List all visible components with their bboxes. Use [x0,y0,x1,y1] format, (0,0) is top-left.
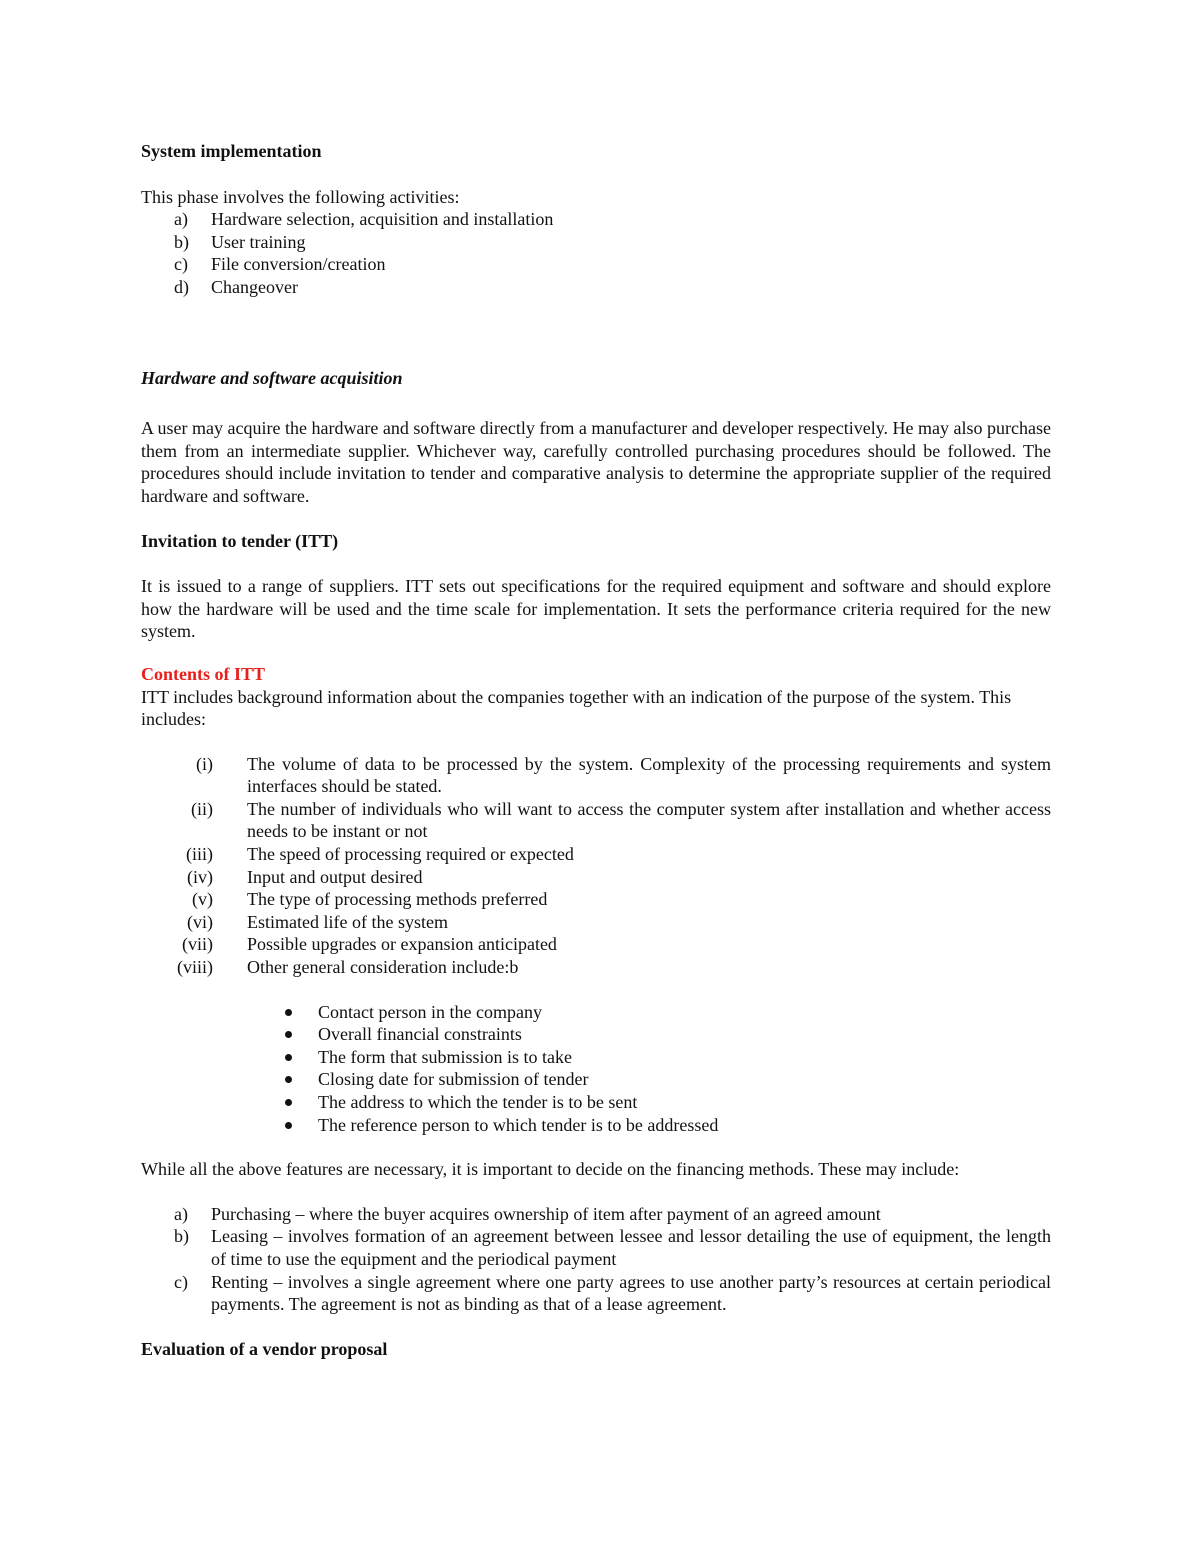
list-item: (vi) Estimated life of the system [187,911,448,932]
bullet-icon [285,1054,292,1061]
list-item: a) Hardware selection, acquisition and installation [174,209,554,230]
bullet-item: Contact person in the company [141,1001,1051,1024]
considerations-bullet-list [141,1001,1051,1137]
financing-intro: While all the above features are necessary, it is important to decide on the financing methods. These may include: [141,1159,960,1180]
list-item: c) File conversion/creation [174,254,386,275]
list-item: (v) The type of processing methods preferred [192,889,548,910]
bullet-item: Overall financial constraints [141,1023,1051,1046]
list-item: (iii) The speed of processing required or expected [186,844,574,865]
acquisition-paragraph: A user may acquire the hardware and software directly from a manufacturer and developer respectively. He may also purchase them from an intermediate supplier. Whichever way, carefully controlled purchasing procedures should be followed. The procedures should include invitation to tender and comparative analysis to determine the appropriate supplier of the required hardware and software. [141,418,1051,506]
financing-methods-list [141,1203,1051,1316]
bullet-item: Closing date for submission of tender [141,1068,1051,1091]
list-item: a) Purchasing – where the buyer acquires ownership of item after payment of an agreed amount [174,1203,881,1224]
itt-contents-list [141,753,1051,979]
document-page [141,140,1051,1360]
heading-invitation-to-tender: Invitation to tender (ITT) [141,530,339,551]
heading-contents-of-itt: Contents of ITT [141,663,266,684]
bullet-icon [285,1076,292,1083]
bullet-item: The address to which the tender is to be sent [141,1091,1051,1114]
bullet-icon [285,1122,292,1129]
heading-acquisition: Hardware and software acquisition [141,367,403,388]
contents-intro: ITT includes background information about the companies together with an indication of the purpose of the system. This includes: [141,686,1012,730]
bullet-icon [285,1031,292,1038]
list-item: b) Leasing – involves formation of an agreement between lessee and lessor detailing the use of equipment, the length of time to use the equipment and the periodical payment [174,1226,1051,1269]
system-implementation-intro: This phase involves the following activities: [141,186,460,207]
heading-evaluation-vendor-proposal: Evaluation of a vendor proposal [141,1338,388,1359]
bullet-icon [285,1099,292,1106]
list-item: (vii) Possible upgrades or expansion anticipated [182,934,557,955]
bullet-icon [285,1009,292,1016]
list-item: (ii) The number of individuals who will want to access the computer system after installation and whether access needs to be instant or not [191,798,1051,842]
list-item: (i) The volume of data to be processed by the system. Complexity of the processing requirements and system interfaces should be stated. [196,753,1051,797]
list-item: (viii) Other general consideration include:b [177,957,519,978]
list-item: (iv) Input and output desired [187,866,423,887]
heading-system-implementation: System implementation [141,141,322,161]
bullet-item: The reference person to which tender is to be addressed [141,1114,1051,1137]
itt-paragraph: It is issued to a range of suppliers. ITT sets out specifications for the required equipment and software and should explore how the hardware will be used and the time scale for implementation. It sets the performance criteria required for the new system. [141,576,1051,642]
list-item: b) User training [174,231,306,252]
activities-list [141,208,1051,298]
list-item: c) Renting – involves a single agreement where one party agrees to use another party’s resources at certain periodical payments. The agreement is not as binding as that of a lease agreement. [174,1271,1051,1315]
bullet-item: The form that submission is to take [141,1046,1051,1069]
list-item: d) Changeover [174,276,298,297]
